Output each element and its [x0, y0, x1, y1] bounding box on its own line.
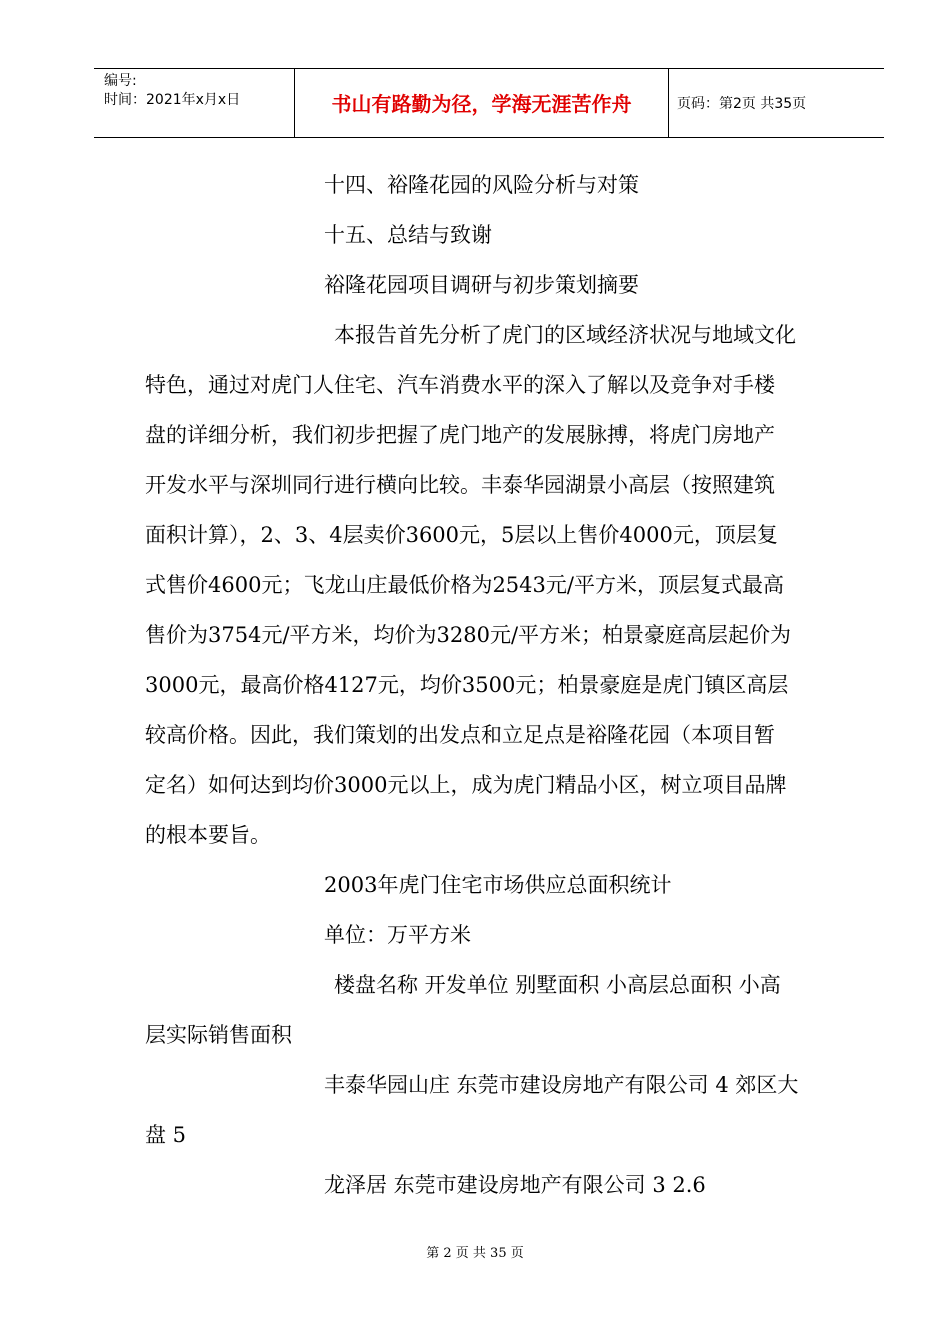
header-motto: 书山有路勤为径，学海无涯苦作舟: [331, 92, 632, 116]
paragraph-line: 面积计算），2、3、4层卖价3600元，5层以上售价4000元，顶层复: [145, 523, 778, 547]
table-unit: 单位：万平方米: [324, 923, 471, 947]
header-meta: [104, 72, 240, 110]
paragraph-line: 开发水平与深圳同行进行横向比较。丰泰华园湖景小高层（按照建筑: [145, 473, 775, 497]
table-header-line: 楼盘名称 开发单位 别墅面积 小高层总面积 小高: [334, 973, 781, 997]
paragraph-line: 售价为3754元/平方米，均价为3280元/平方米；柏景豪庭高层起价为: [145, 623, 792, 647]
page-header: [94, 68, 884, 138]
header-page-info: 页码：第2页 共35页: [677, 96, 807, 112]
table-row-line: 盘 5: [145, 1123, 187, 1147]
toc-item-15: 十五、总结与致谢: [324, 223, 492, 247]
paragraph-line: 3000元，最高价格4127元，均价3500元；柏景豪庭是虎门镇区高层: [145, 673, 789, 697]
paragraph-line: 的根本要旨。: [145, 823, 271, 847]
header-divider: [668, 69, 669, 137]
paragraph-line: 盘的详细分析，我们初步把握了虎门地产的发展脉搏，将虎门房地产: [145, 423, 775, 447]
table-header-line: 层实际销售面积: [145, 1023, 292, 1047]
toc-item-14: 十四、裕隆花园的风险分析与对策: [324, 173, 639, 197]
page-footer: 第 2 页 共 35 页: [426, 1246, 524, 1261]
document-time-label: 时间：2021年x月x日: [104, 92, 241, 108]
table-row-line: 丰泰华园山庄 东莞市建设房地产有限公司 4 郊区大: [324, 1073, 799, 1097]
paragraph-line: 定名）如何达到均价3000元以上，成为虎门精品小区，树立项目品牌: [145, 773, 787, 797]
table-row-line: 龙泽居 东莞市建设房地产有限公司 3 2.6: [324, 1173, 706, 1197]
table-title: 2003年虎门住宅市场供应总面积统计: [324, 873, 672, 897]
section-heading: 裕隆花园项目调研与初步策划摘要: [324, 273, 639, 297]
paragraph-line: 式售价4600元；飞龙山庄最低价格为2543元/平方米，顶层复式最高: [145, 573, 784, 597]
paragraph-line: 本报告首先分析了虎门的区域经济状况与地域文化: [334, 323, 796, 347]
paragraph-line: 特色，通过对虎门人住宅、汽车消费水平的深入了解以及竞争对手楼: [145, 373, 775, 397]
document-number-label: 编号:: [104, 73, 137, 89]
paragraph-line: 较高价格。因此，我们策划的出发点和立足点是裕隆花园（本项目暂: [145, 723, 775, 747]
